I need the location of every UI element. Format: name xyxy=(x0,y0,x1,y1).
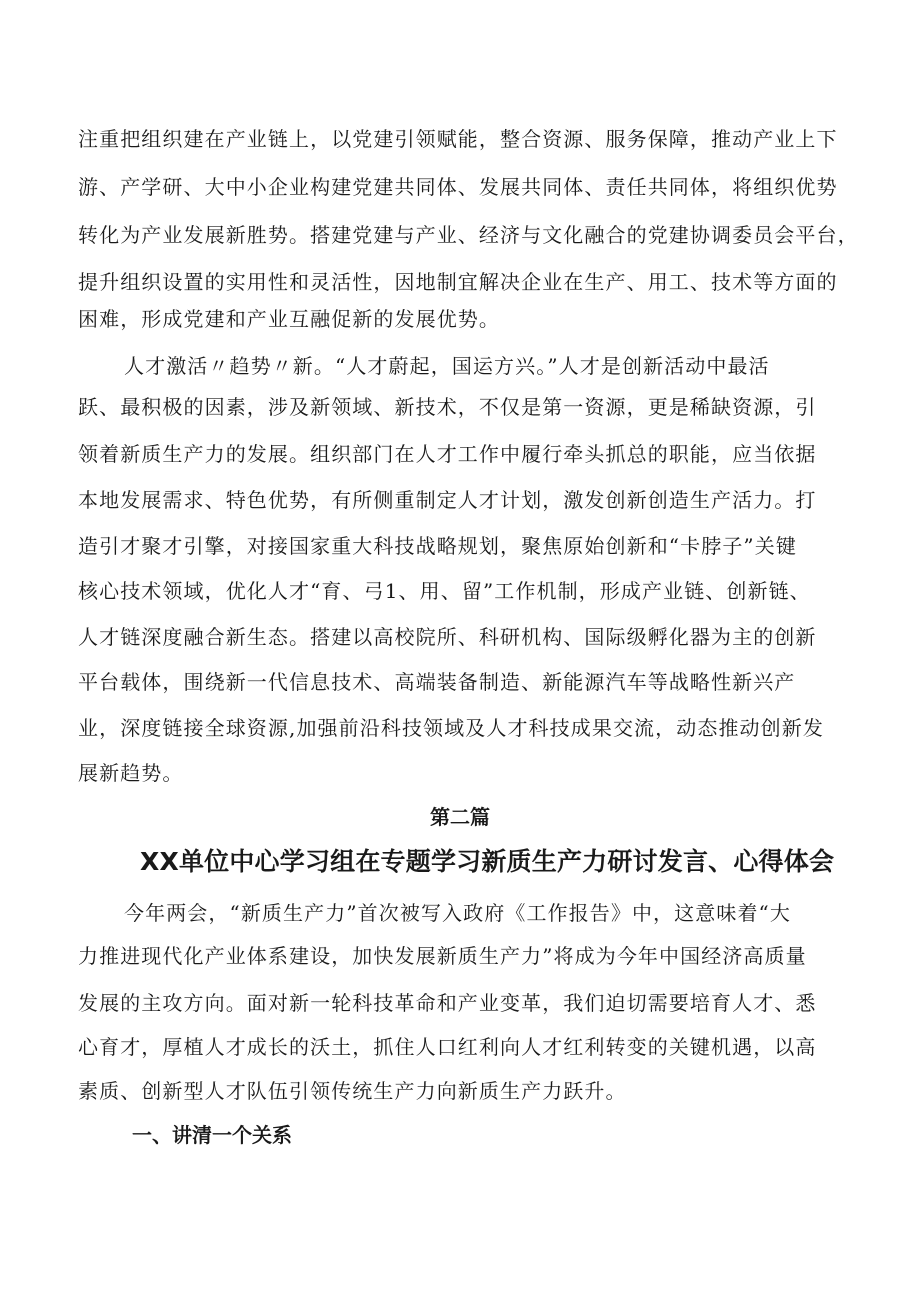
subheading: 一、讲清一个关系 xyxy=(132,1123,292,1147)
paragraph-line: 人才激活〃趋势〃新。“人才蔚起，国运方兴。”人才是创新活动中最活 xyxy=(124,354,770,378)
document-title: XX单位中心学习组在专题学习新质生产力研讨发言、心得体会 xyxy=(140,847,835,876)
paragraph-line: 困难，形成党建和产业互融促新的发展优势。 xyxy=(78,307,500,331)
paragraph-line: 今年两会，“新质生产力”首次被写入政府《工作报告》中，这意味着“大 xyxy=(124,901,791,925)
paragraph-line: 转化为产业发展新胜势。搭建党建与产业、经济与文化融合的党建协调委员会平台， xyxy=(78,223,859,247)
paragraph-line: 核心技术领域，优化人才“育、弓1、用、留”工作机制，形成产业链、创新链、 xyxy=(78,579,811,603)
paragraph-line: 力推进现代化产业体系建设，加快发展新质生产力”将成为今年中国经济高质量 xyxy=(78,944,807,968)
paragraph-line: 造引才聚才引擎，对接国家重大科技战略规划，聚焦原始创新和“卡脖子”关键 xyxy=(78,534,797,558)
paragraph-line: 展新趋势。 xyxy=(78,761,184,785)
paragraph-line: 本地发展需求、特色优势，有所侧重制定人才计划，激发创新创造生产活力。打 xyxy=(78,488,817,512)
paragraph-line: 注重把组织建在产业链上，以党建引领赋能，整合资源、服务保障，推动产业上下 xyxy=(78,127,838,151)
paragraph-line: 提升组织设置的实用性和灵活性，因地制宜解决企业在生产、用工、技术等方面的 xyxy=(78,270,838,294)
paragraph-line: 游、产学研、大中小企业构建党建共同体、发展共同体、责任共同体，将组织优势 xyxy=(78,175,838,199)
paragraph-line: 跃、最积极的因素，涉及新领域、新技术，不仅是第一资源，更是稀缺资源，引 xyxy=(78,395,817,419)
section-label: 第二篇 xyxy=(430,805,490,829)
paragraph-line: 发展的主攻方向。面对新一轮科技革命和产业变革，我们迫切需要培育人才、悉 xyxy=(78,991,817,1015)
paragraph-line: 素质、创新型人才队伍引领传统生产力向新质生产力跃升。 xyxy=(78,1079,627,1103)
paragraph-line: 平台载体，围绕新一代信息技术、高端装备制造、新能源汽车等战略性新兴产 xyxy=(78,670,796,694)
paragraph-line: 心育才，厚植人才成长的沃土，抓住人口红利向人才红利转变的关键机遇，以高 xyxy=(78,1035,817,1059)
paragraph-line: 人才链深度融合新生态。搭建以高校院所、科研机构、国际级孵化器为主的创新 xyxy=(78,625,817,649)
paragraph-line: 业，深度链接全球资源,加强前沿科技领域及人才科技成果交流，动态推动创新发 xyxy=(78,716,824,740)
paragraph-line: 领着新质生产力的发展。组织部门在人才工作中履行牵头抓总的职能，应当依据 xyxy=(78,442,817,466)
